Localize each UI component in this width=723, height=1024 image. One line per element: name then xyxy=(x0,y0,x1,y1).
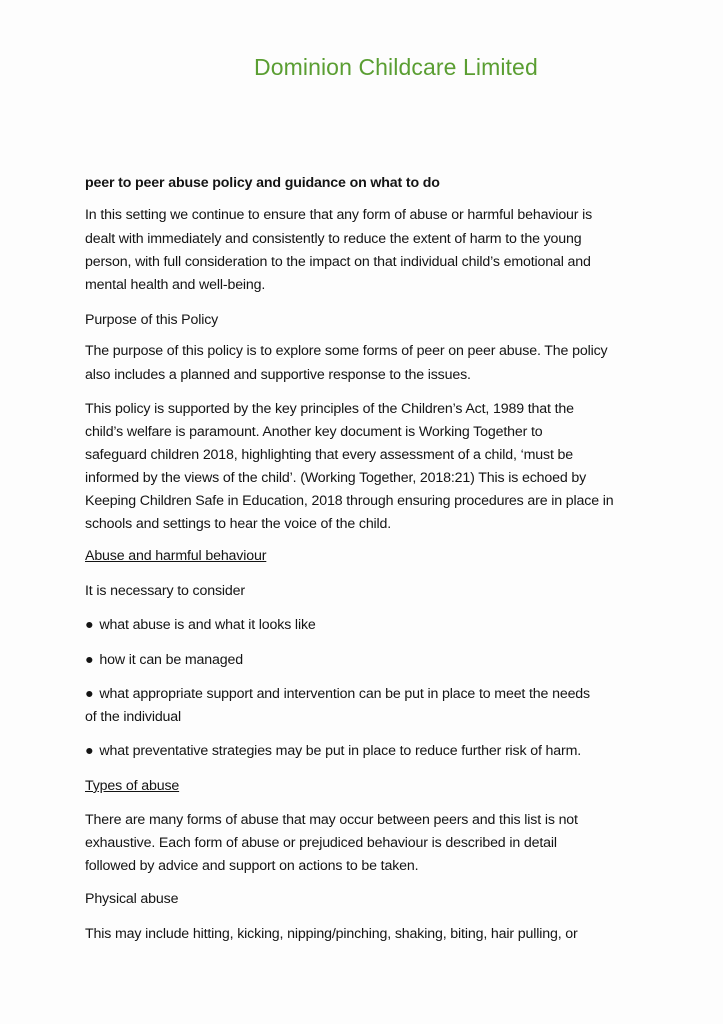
bullet-icon: ● xyxy=(85,743,94,759)
bullet-item xyxy=(85,743,581,759)
bullet-item xyxy=(85,617,316,633)
support-line: child’s welfare is paramount. Another key document is Working Together to xyxy=(85,424,543,440)
support-line: schools and settings to hear the voice of the child. xyxy=(85,516,392,532)
support-line: Keeping Children Safe in Education, 2018 through ensuring procedures are in place in xyxy=(85,493,614,509)
bullet-text: how it can be managed xyxy=(99,652,243,668)
bullet-icon: ● xyxy=(85,686,94,702)
bullet-item xyxy=(85,686,590,702)
document-title: peer to peer abuse policy and guidance on what to do xyxy=(85,175,440,191)
bullet-continuation: of the individual xyxy=(85,709,182,725)
bullet-text: what abuse is and what it looks like xyxy=(99,617,316,633)
company-name: Dominion Childcare Limited xyxy=(254,54,538,80)
types-heading: Types of abuse xyxy=(85,778,180,794)
support-line: This policy is supported by the key principles of the Children’s Act, 1989 that the xyxy=(85,401,574,417)
types-line: exhaustive. Each form of abuse or prejudiced behaviour is described in detail xyxy=(85,835,557,851)
intro-line: person, with full consideration to the impact on that individual child’s emotional and xyxy=(85,254,591,270)
bullet-icon: ● xyxy=(85,652,94,668)
bullet-icon: ● xyxy=(85,617,94,633)
purpose-line: The purpose of this policy is to explore some forms of peer on peer abuse. The policy xyxy=(85,343,608,359)
intro-line: In this setting we continue to ensure that any form of abuse or harmful behaviour is xyxy=(85,207,593,223)
support-line: informed by the views of the child’. (Working Together, 2018:21) This is echoed by xyxy=(85,470,587,486)
purpose-heading: Purpose of this Policy xyxy=(85,312,219,328)
bullet-item xyxy=(85,652,243,668)
intro-line: mental health and well-being. xyxy=(85,277,266,293)
abuse-heading: Abuse and harmful behaviour xyxy=(85,548,267,564)
consider-intro: It is necessary to consider xyxy=(85,583,245,599)
physical-line: This may include hitting, kicking, nipping/pinching, shaking, biting, hair pulling, or xyxy=(85,926,578,942)
bullet-text: what preventative strategies may be put in place to reduce further risk of harm. xyxy=(99,743,582,759)
bullet-text: what appropriate support and intervention can be put in place to meet the needs xyxy=(99,686,590,702)
physical-heading: Physical abuse xyxy=(85,891,179,907)
support-line: safeguard children 2018, highlighting that every assessment of a child, ‘must be xyxy=(85,447,574,463)
types-line: followed by advice and support on actions to be taken. xyxy=(85,858,419,874)
purpose-line: also includes a planned and supportive response to the issues. xyxy=(85,367,471,383)
intro-line: dealt with immediately and consistently to reduce the extent of harm to the young xyxy=(85,231,582,247)
types-line: There are many forms of abuse that may occur between peers and this list is not xyxy=(85,812,578,828)
